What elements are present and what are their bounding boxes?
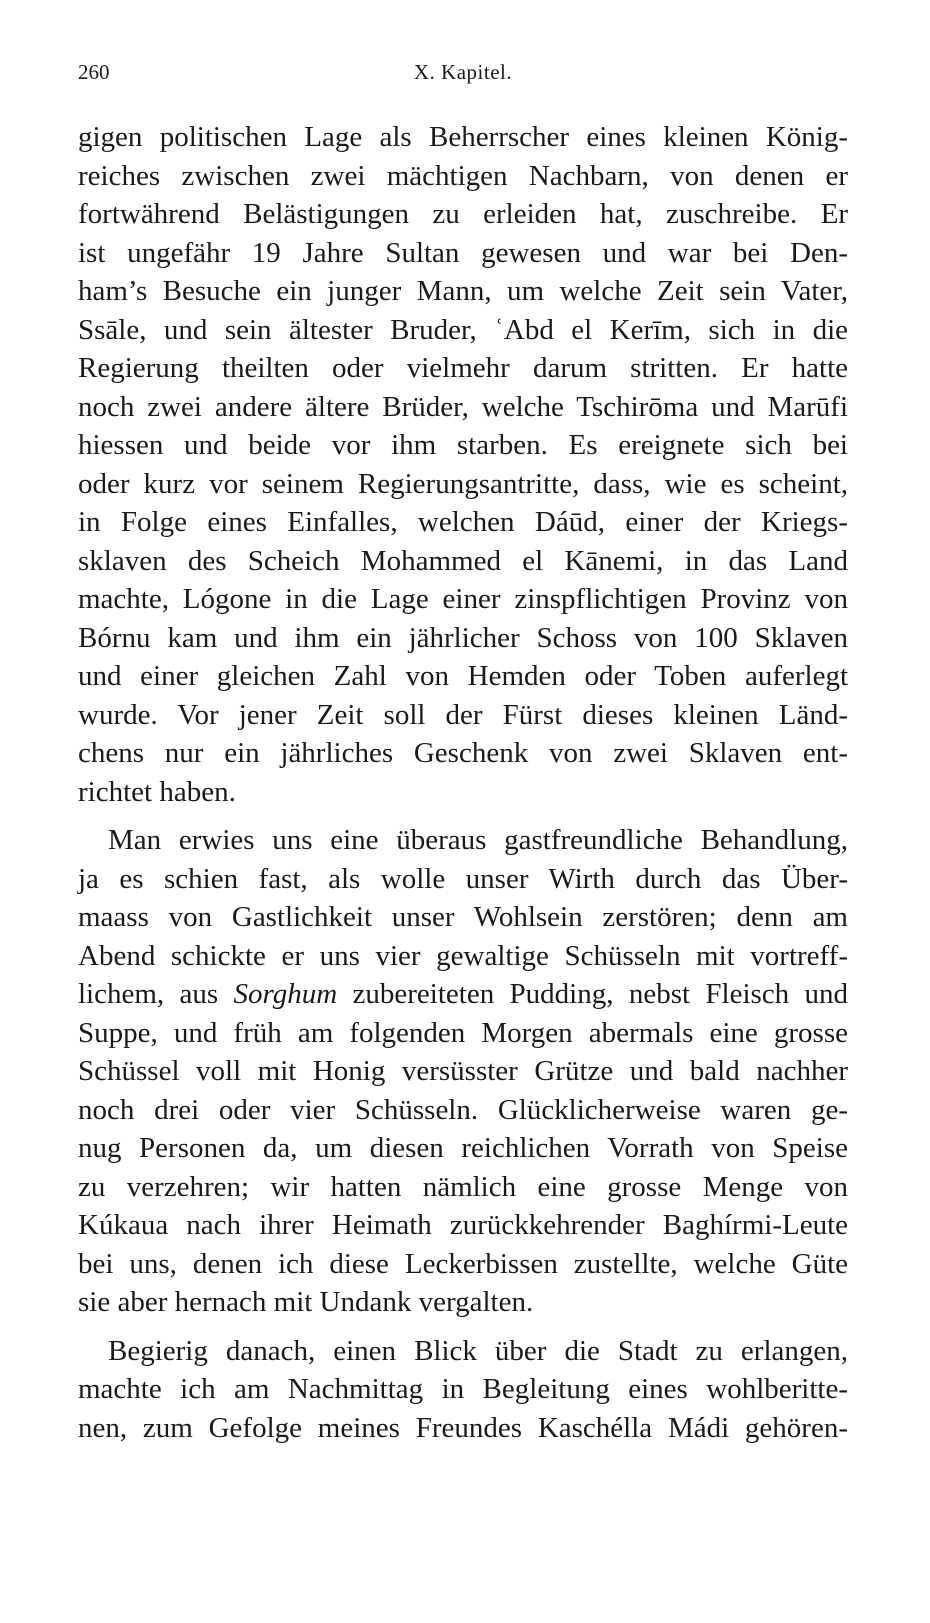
text-line: Regierung theilten oder vielmehr darum stritten. Er hatte bbox=[78, 352, 848, 384]
text-line: machte ich am Nachmittag in Begleitung eines wohlberitte- bbox=[78, 1373, 848, 1405]
text-line: chens nur ein jährliches Geschenk von zwei Sklaven ent- bbox=[78, 737, 848, 769]
text-line: fortwährend Belästigungen zu erleiden hat, zuschreibe. Er bbox=[78, 198, 848, 230]
text-line: machte, Lógone in die Lage einer zinspflichtigen Provinz von bbox=[78, 583, 848, 615]
paragraph-spacer bbox=[78, 1322, 848, 1332]
text-line: in Folge eines Einfalles, welchen Dáūd, einer der Kriegs- bbox=[78, 506, 848, 538]
text-line: ja es schien fast, als wolle unser Wirth durch das Über- bbox=[78, 862, 848, 895]
text-line: noch drei oder vier Schüsseln. Glücklicherweise waren ge- bbox=[78, 1093, 848, 1126]
paragraph-3 bbox=[78, 1332, 848, 1448]
text-line: Kúkaua nach ihrer Heimath zurückkehrender Baghírmi-Leute bbox=[78, 1209, 848, 1241]
body-text bbox=[78, 118, 848, 1447]
text-line: Begierig danach, einen Blick über die Stadt zu erlangen, bbox=[108, 1334, 848, 1367]
text-line: maass von Gastlichkeit unser Wohlsein zerstören; denn am bbox=[78, 901, 848, 933]
italic-term: Sorghum bbox=[233, 978, 338, 1010]
text-line: nug Personen da, um diesen reichlichen Vorrath von Speise bbox=[78, 1132, 848, 1164]
text-line: oder kurz vor seinem Regierungsantritte, dass, wie es scheint, bbox=[78, 467, 848, 500]
text-line: Man erwies uns eine überaus gastfreundliche Behandlung, bbox=[108, 824, 848, 856]
text-line: reiches zwischen zwei mächtigen Nachbarn, von denen er bbox=[78, 159, 848, 192]
text-line: nen, zum Gefolge meines Freundes Kaschélla Mádi gehören- bbox=[78, 1411, 848, 1444]
text-segment: lichem, aus bbox=[78, 978, 219, 1010]
text-line: richtet haben. bbox=[78, 775, 236, 808]
text-line: und einer gleichen Zahl von Hemden oder Toben auferlegt bbox=[78, 660, 848, 692]
text-line: ham’s Besuche ein junger Mann, um welche Zeit sein Vater, bbox=[78, 275, 848, 307]
text-line: Suppe, und früh am folgenden Morgen abermals eine grosse bbox=[78, 1016, 848, 1049]
text-line: hiessen und beide vor ihm starben. Es ereignete sich bei bbox=[78, 429, 848, 461]
text-line: Schüssel voll mit Honig versüsster Grütze und bald nachher bbox=[78, 1055, 848, 1087]
text-line: gigen politischen Lage als Beherrscher eines kleinen König- bbox=[78, 121, 848, 153]
text-line: bei uns, denen ich diese Leckerbissen zustellte, welche Güte bbox=[78, 1247, 848, 1280]
text-line-mixed bbox=[78, 975, 848, 1014]
paragraph-2 bbox=[78, 821, 848, 1322]
text-line: Ssāle, und sein ältester Bruder, ʿAbd el Kerīm, sich in die bbox=[78, 313, 848, 346]
text-line: wurde. Vor jener Zeit soll der Fürst dieses kleinen Länd- bbox=[78, 698, 848, 731]
text-line: Abend schickte er uns vier gewaltige Schüsseln mit vortreff- bbox=[78, 939, 848, 972]
text-segment: zubereiteten Pudding, nebst Fleisch und bbox=[352, 978, 848, 1010]
page-header bbox=[78, 60, 848, 90]
text-line: noch zwei andere ältere Brüder, welche Tschirōma und Marūfi bbox=[78, 390, 848, 423]
text-line: Bórnu kam und ihm ein jährlicher Schoss von 100 Sklaven bbox=[78, 621, 848, 654]
paragraph-1 bbox=[78, 118, 848, 811]
text-line: sklaven des Scheich Mohammed el Kānemi, in das Land bbox=[78, 544, 848, 577]
text-line: zu verzehren; wir hatten nämlich eine grosse Menge von bbox=[78, 1170, 848, 1203]
paragraph-spacer bbox=[78, 811, 848, 821]
text-line: sie aber hernach mit Undank vergalten. bbox=[78, 1286, 534, 1318]
page-number: 260 bbox=[78, 60, 110, 84]
text-line: ist ungefähr 19 Jahre Sultan gewesen und war bei Den- bbox=[78, 236, 848, 269]
running-head: X. Kapitel. bbox=[413, 60, 513, 84]
